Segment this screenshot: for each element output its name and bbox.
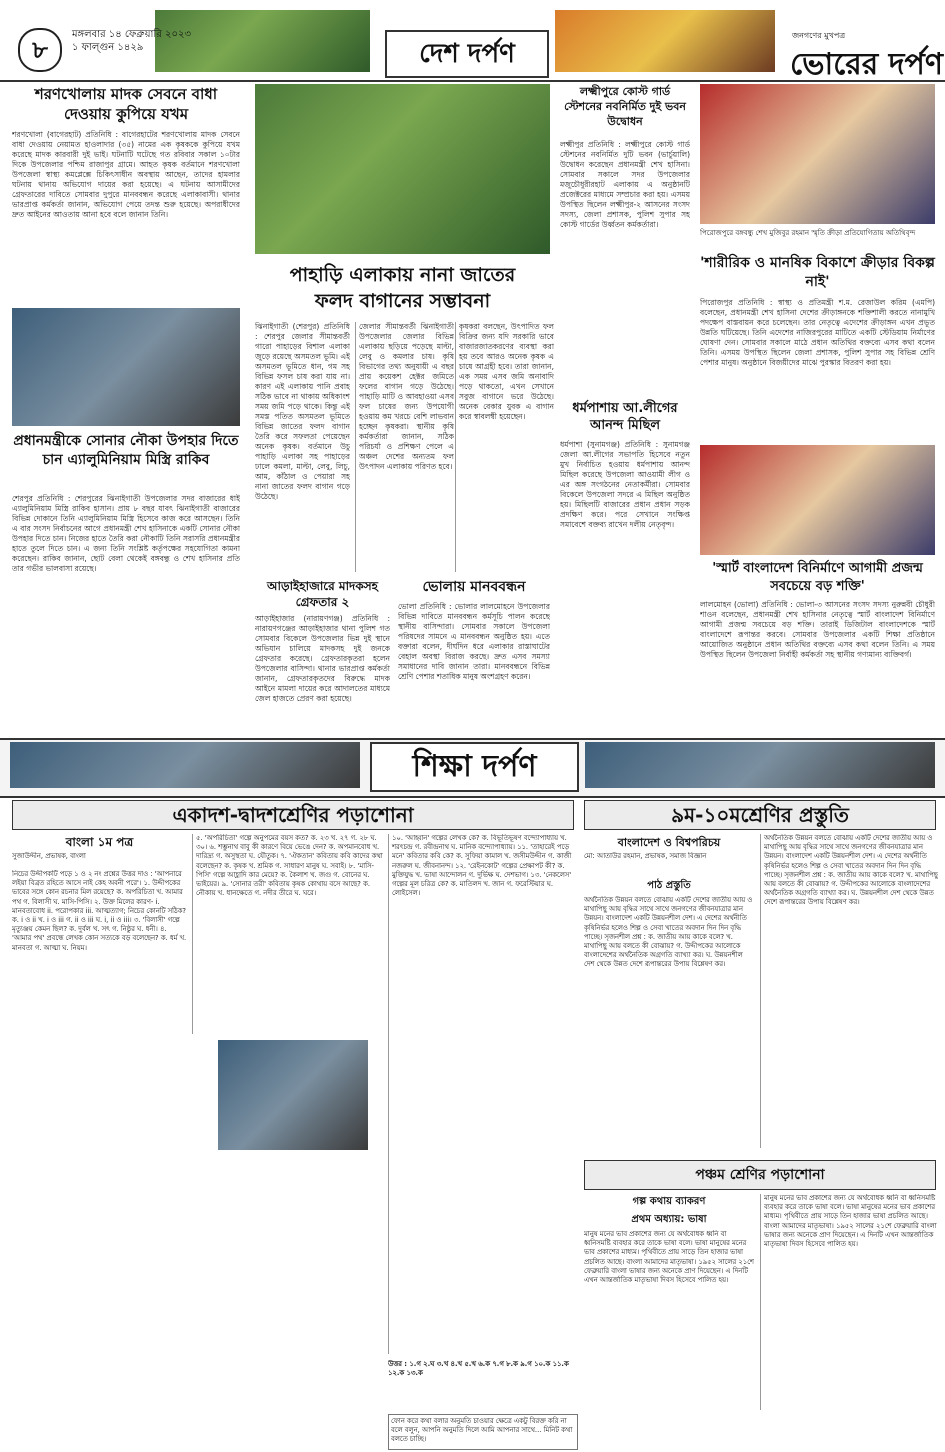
orange-farmer-photo [255, 84, 550, 254]
students-exam-photo [218, 1040, 368, 1150]
ssc-body-col2: অর্থনৈতিক উন্নয়ন বলতে বোঝায় একটি দেশের জাতীয় আয় ও মাথাপিছু আয় বৃদ্ধির সাথে সাথে জনগণের জীবনযাত্রার মান উন্নয়ন। বাংলাদেশ একটি উন্নয়নশীল দেশ। এ দেশের অর্থনীতি কৃষিনির্ভর হলেও শিল্প ও সেবা খাতের অবদান দিন দিন বৃদ্ধি পাচ্ছে। সৃজনশীল প্রশ্ন : ক. জাতীয় আয় কাকে বলে? খ. মাথাপিছু আয় বলতে কী বোঝায়? গ. উদ্দীপকের আলোকে বাংলাদেশের অর্থনৈতিক অগ্রগতি ব্যাখ্যা কর। ঘ. উন্নয়নশীল দেশ থেকে উন্নত দেশে রূপান্তরের উপায় বিশ্লেষণ কর। [760, 834, 938, 1148]
primary-body-col1: মানুষ মনের ভাব প্রকাশের জন্য যে অর্থবোধক ধ্বনি বা ধ্বনিসমষ্টি ব্যবহার করে তাকে ভাষা বলে। ভাষা মানুষের মনের ভাব প্রকাশের মাধ্যম। পৃথিবীতে প্রায় সাড়ে তিন হাজার ভাষা প্রচলিত আছে। বাংলা আমাদের মাতৃভাষা। ১৯৫২ সালের ২১শে ফেব্রুয়ারি বাংলা ভাষার জন্য অনেকে প্রাণ দিয়েছেন। এ দিনটি এখন আন্তর্জাতিক মাতৃভাষা দিবস হিসেবে পালিত হয়। [584, 1230, 754, 1285]
primary-subject: গল্প কথায় ব্যাকরণ [632, 1196, 706, 1207]
hsc-questions-col2: ৫. 'অপরিচিতা' গল্পে অনুপমের বয়স কত? ক. ২৩ খ. ২৭ গ. ২৮ ঘ. ৩০। ৬. শম্ভুনাথ বাবু কী কারণে বিয়ে ভেঙে দেন? ক. অপমানবোধ খ. দারিদ্র্য গ. অসুস্থতা ঘ. যৌতুক। ৭. 'ঐকতান' কবিতায় কবি কাদের কথা বলেছেন? ক. কৃষক খ. শ্রমিক গ. সাধারণ মানুষ ঘ. সবাই। ৮. 'মাসি-পিসি' গল্পে আহ্লাদি কার মেয়ে? ক. কৈলাশ খ. জগু গ. বোনের ঘ. ভাইয়ের। ৯. 'সোনার তরী' কবিতায় কৃষক কোথায় বসে আছে? ক. নৌকায় খ. ধানক্ষেতে গ. নদীর তীরে ঘ. ঘরে। [192, 834, 386, 1034]
article-body-shoronkhola: শরণখোলা (বাগেরহাট) প্রতিনিধি : বাগেরহাটের শরণখোলায় মাদক সেবনে বাধা দেওয়ায় নেয়ামত হাওলাদার (৩৫) নামের এক কৃষককে কুপিয়ে যখম করেছে মাদক কারবারী দুই ভাই। ঘটনাটি ঘটেছে গত রবিবার সকাল ১০টার দিকে উপজেলার পশ্চিম রাজাপুর গ্রামে। আহত কৃষক বর্তমানে শরণখোলা উপজেলা স্বাস্থ্য কমপ্লেক্সে চিকিৎসাধীন অবস্থায় আছেন, তাদের হামলার ঘটনায় থানায় অভিযোগ দায়ের করা হয়েছে। এ ঘটনায় আসামীদের গ্রেফতারের দাবিতে সোমবার দুপুরে মানববন্ধন করেছে এলাকাবাসী। থানার ভারপ্রাপ্ত কর্মকর্তা জানান, অভিযোগ পেয়ে তদন্ত শুরু হয়েছে। অপরাধীদের দ্রুত আইনের আওতায় আনা হবে বলে জানান তিনি। [12, 130, 240, 219]
article-title-pahari-line1: পাহাড়ি এলাকায় নানা জাতের [289, 264, 516, 286]
ssc-body-col1: অর্থনৈতিক উন্নয়ন বলতে বোঝায় একটি দেশের জাতীয় আয় ও মাথাপিছু আয় বৃদ্ধির সাথে সাথে জনগণের জীবনযাত্রার মান উন্নয়ন। বাংলাদেশ একটি উন্নয়নশীল দেশ। এ দেশের অর্থনীতি কৃষিনির্ভর হলেও শিল্প ও সেবা খাতের অবদান দিন দিন বৃদ্ধি পাচ্ছে। সৃজনশীল প্রশ্ন : ক. জাতীয় আয় কাকে বলে? খ. মাথাপিছু আয় বলতে কী বোঝায়? গ. উদ্দীপকের আলোকে বাংলাদেশের অর্থনৈতিক অগ্রগতি ব্যাখ্যা কর। ঘ. উন্নয়নশীল দেশ থেকে উন্নত দেশে রূপান্তরের উপায় বিশ্লেষণ কর। [584, 896, 753, 969]
article-body-nouka: শেরপুর প্রতিনিধি : শেরপুরের ঝিনাইগাতী উপজেলার সদর বাজারের ধাই এ্যালুমিনিয়াম মিস্ত্রি রাকিব হাসান। প্রায় ৮ বছর যাবৎ ঝিনাইগাতী বাজারের বিভিন্ন দোকানে তিনি এ্যালুমিনিয়াম মিস্ত্রি হিসেবে কাজ করে আসছেন। তিনি এ বার সংসদ নির্বাচনের আগে প্রধানমন্ত্রী শেখ হাসিনাকে একটি সোনার নৌকা উপহার দিতে চান। নিজের হাতে তৈরি করা নৌকাটি তিনি সরাসরি প্রধানমন্ত্রীর হাতে তুলে দিতে চান। এ জন্য তিনি সংশ্লিষ্ট কর্তৃপক্ষের সহযোগিতা কামনা করেছেন। রাকিব জানান, ছোট বেলা থেকেই বঙ্গবন্ধু ও শেখ হাসিনার প্রতি তার গভীর ভালবাসা রয়েছে। [12, 494, 240, 573]
article-body-coastguard: লক্ষ্মীপুর প্রতিনিধি : লক্ষ্মীপুরে কোস্ট গার্ড স্টেশনের নবনির্মিত দুটি ভবন (ভার্চুয়ালি) উদ্বোধন করেছেন প্রধানমন্ত্রী শেখ হাসিনা। সোমবার সকালে সদর উপজেলার মজুচৌধুরীরহাট এলাকায় এ অনুষ্ঠানটি প্রজেক্টরের মাধ্যমে সম্প্রচার করা হয়। এসময় উপস্থিত ছিলেন লক্ষ্মীপুর-২ আসনের সংসদ সদস্য, জেলা প্রশাসক, পুলিশ সুপার সহ কোস্ট গার্ডের উর্ধ্বতন কর্মকর্তারা। [560, 140, 690, 229]
hsc-answer-key: উত্তর : ১.গ ২.ঘ ৩.খ ৪.খ ৫.খ ৬.ক ৭.গ ৮.ক ৯.গ ১০.ক ১১.ক ১২.ক ১৩.ক [388, 1360, 569, 1378]
ssc-section-heading: ৯ম-১০মশ্রেণির প্রস্তুতি [584, 800, 936, 830]
article-body-bhola: ভোলা প্রতিনিধি : ভোলার লালমোহনে উপজেলার বিভিন্ন দাবিতে মানববন্ধন কর্মসূচি পালন করেছে স্থানীয় বাসিন্দারা। সোমবার সকালে উপজেলা পরিষদের সামনে এ মানববন্ধন অনুষ্ঠিত হয়। এতে বক্তারা বলেন, দীর্ঘদিন ধরে এলাকার রাস্তাঘাটের বেহাল অবস্থা বিরাজ করছে। দ্রুত এসব সমস্যা সমাধানের দাবি জানান তারা। মানববন্ধনে বিভিন্ন শ্রেণি পেশার শতাধিক মানুষ অংশগ্রহণ করেন। [398, 602, 550, 681]
article-body-pahari-col1: ঝিনাইগাতী (শেরপুর) প্রতিনিধি : শেরপুর জেলার সীমান্তবর্তী গারো পাহাড়ের বিশাল এলাকা জুড়ে রয়েছে অসমতল ভূমি। এই অসমতল ভূমিতে ধান, গম সহ বিভিন্ন ফসল চাষ করা যায় না। কারণ এই এলাকায় পানি প্রবাহ সঠিক ভাবে না থাকায় অধিকাংশ সময় জমি পড়ে থাকে। কিন্তু এই সমস্ত পতিত অসমতল ভূমিতে বিভিন্ন জাতের ফলদ বাগান তৈরি করে সফলতা পেয়েছেন অনেক কৃষক। বর্তমানে উচু পাহাড়ি এলাকা সহ পাহাড়ের ঢালে কমলা, মাল্টা, লেবু, লিচু, আম, কাঁঠাল ও পেয়ারা সহ নানা জাতের ফলদ বাগান গড়ে উঠেছে। [255, 322, 350, 501]
primary-section-heading: পঞ্চম শ্রেণির পড়াশোনা [584, 1160, 936, 1190]
article-title-smart: 'স্মার্ট বাংলাদেশ বিনির্মাণে আগামী প্রজন্ম সবচেয়ে বড় শক্তি' [712, 561, 923, 594]
article-body-krira: পিরোজপুর প্রতিনিধি : স্বাস্থ্য ও প্রতিমন্ত্রী শ.ম. রেজাউল করিম (এমপি) বলেছেন, প্রধানমন্ত্রী শেখ হাসিনা দেশের ক্রীড়াঙ্গনকে শক্তিশালী করতে নানামুখি পদক্ষেপ বাস্তবায়ন করে চলেছেন। তার নেতৃত্বে এদেশের ক্রীড়াঙ্গন এখন প্রভূত উন্নতি ঘটিয়েছে। তিনি এদেশের নাজিরপুরের মাটিতে একটি স্টেডিয়াম নির্মাণের ঘোষণা দেন। সোমবার সকালে মাঠে প্রধান অতিথির বক্তব্যে এসব কথা বলেন তিনি। এসময় উপস্থিত ছিলেন জেলা প্রশাসক, পুলিশ সুপার সহ বিভিন্ন শ্রেণি পেশার মানুষ। অনুষ্ঠানে বিজয়ীদের মাঝে পুরস্কার বিতরণ করা হয়। [700, 298, 935, 367]
article-title-araihazar-line2: গ্রেফতার ২ [295, 595, 350, 609]
hsc-section-heading: একাদশ-দ্বাদশশ্রেণির পড়াশোনা [12, 800, 574, 830]
sports-photo-caption: পিরোজপুরে বঙ্গবন্ধু শেখ মুজিবুর রহমান স্মৃতি ক্রীড়া প্রতিযোগিতায় অতিথিবৃন্দ [700, 229, 916, 237]
article-title-pahari [255, 262, 550, 314]
article-title-bhola: ভোলায় মানববন্ধন [422, 579, 526, 595]
hsc-teacher: সুজাউদ্দীন, প্রভাষক, বাংলা [12, 852, 86, 860]
article-title-coastguard: লক্ষ্মীপুরে কোস্ট গার্ড স্টেশনের নবনির্মিত দুই ভবন উদ্বোধন [564, 85, 686, 128]
hsc-questions-col3: ১০. 'আহ্বান' গল্পের লেখক কে? ক. বিভূতিভূষণ বন্দ্যোপাধ্যায় খ. শরৎচন্দ্র গ. রবীন্দ্রনাথ ঘ. মানিক বন্দ্যোপাধ্যায়। ১১. 'তাহারেই পড়ে মনে' কবিতার কবি কে? ক. সুফিয়া কামাল খ. জসীমউদ্দীন গ. কাজী নজরুল ঘ. জীবনানন্দ। ১২. 'রেইনকোট' গল্পের প্রেক্ষাপট কী? ক. মুক্তিযুদ্ধ খ. ভাষা আন্দোলন গ. দুর্ভিক্ষ ঘ. দেশভাগ। ১৩. 'নেকলেস' গল্পের মূল চরিত্র কে? ক. মাতিলদ খ. জান গ. ফরেস্টিয়ার ঘ. লোইসেল। [388, 834, 576, 1354]
brand-logo: ভোরের দর্পণ [790, 47, 943, 82]
article-title-araihazar-line1: আড়াইহাজারে মাদকসহ [267, 579, 378, 593]
ssc-lesson-title: পাঠ প্রস্তুতি [647, 880, 691, 891]
ssc-subject: বাংলাদেশ ও বিশ্বপরিচয় [617, 836, 721, 849]
primary-lesson-title: প্রথম অধ্যায়: ভাষা [631, 1214, 707, 1225]
article-title-krira: 'শারীরিক ও মানষিক বিকাশে ক্রীড়ার বিকল্প নাই' [700, 255, 935, 290]
article-title-nouka: প্রধানমন্ত্রীকে সোনার নৌকা উপহার দিতে চান এ্যালুমিনিয়াম মিস্ত্রি রাকিব [13, 433, 239, 468]
brand-tagline: জনগণের মুখপত্র [792, 31, 846, 40]
article-body-smart: লালমোহন (ভোলা) প্রতিনিধি : ভোলা-৩ আসনের সংসদ সদস্য নুরুন্নবী চৌধুরী শাওন বলেছেন, প্রধানমন্ত্রী শেখ হাসিনার নেতৃত্বে স্মার্ট বাংলাদেশ বিনির্মাণে আগামী প্রজন্ম সবচেয়ে বড় শক্তি। তারাই ডিজিটাল বাংলাদেশকে স্মার্ট বাংলাদেশে রূপান্তর করবে। সোমবার উপজেলার একটি শিক্ষা প্রতিষ্ঠানে আয়োজিত অনুষ্ঠানে প্রধান অতিথির বক্তব্যে এসব কথা বলেন তিনি। এ সময় উপস্থিত ছিলেন উপজেলা নির্বাহী কর্মকর্তা সহ স্থানীয় গণ্যমান্য ব্যক্তিবর্গ। [700, 600, 935, 659]
header-field-photo [555, 10, 775, 72]
article-body-araihazar: আড়াইহাজার (নারায়ণগঞ্জ) প্রতিনিধি : নারায়ণগঞ্জের আড়াইহাজার থানা পুলিশ গত সোমবার বিকেলে উপজেলার ভিন্ন দুই স্থানে অভিযান চালিয়ে মাদকসহ দুই জনকে গ্রেফতার করেছে। গ্রেফতারকৃতরা হলেন উপজেলার বাসিন্দা। থানার ভারপ্রাপ্ত কর্মকর্তা জানান, গ্রেফতারকৃতদের বিরুদ্ধে মাদক আইনে মামলা দায়ের করে আদালতের মাধ্যমে জেল হাজতে প্রেরণ করা হয়েছে। [255, 614, 390, 703]
rakib-boat-photo [12, 308, 240, 426]
article-title-pahari-line2: ফলদ বাগানের সম্ভাবনা [314, 290, 491, 312]
article-body-dharmapasha: ধর্মপাশা (সুনামগঞ্জ) প্রতিনিধি : সুনামগঞ্জ জেলা আ.লীগের সভাপতি হিসেবে নতুন মুখ নির্বাচিত হওয়ায় ধর্মপাশায় আনন্দ মিছিল করেছে উপজেলা আওয়ামী লীগ ও এর অঙ্গ সংগঠনের নেতাকর্মীরা। সোমবার বিকেলে উপজেলা সদরে এ মিছিল অনুষ্ঠিত হয়। মিছিলটি বাজারের প্রধান প্রধান সড়ক প্রদক্ষিণ করে। পরে সেখানে সংক্ষিপ্ত সমাবেশে বক্তব্য রাখেন দলীয় নেতৃবৃন্দ। [560, 440, 690, 529]
section-title: দেশ দর্পণ [385, 30, 549, 78]
banner-students-photo-left [10, 742, 360, 788]
sports-event-photo [700, 84, 935, 224]
date-bangla: ১ ফাল্গুন ১৪২৯ [72, 42, 144, 53]
date-gregorian: মঙ্গলবার ১৪ ফেব্রুয়ারি ২০২৩ [72, 29, 191, 40]
article-title-shoronkhola: শরণখোলায় মাদক সেবনে বাধা দেওয়ায় কুপিয়ে যখম [34, 85, 218, 123]
article-title-araihazar [255, 578, 390, 610]
banner-students-photo-right [585, 742, 935, 788]
smart-bangladesh-photo [700, 445, 935, 555]
primary-body-col2: মানুষ মনের ভাব প্রকাশের জন্য যে অর্থবোধক ধ্বনি বা ধ্বনিসমষ্টি ব্যবহার করে তাকে ভাষা বলে। ভাষা মানুষের মনের ভাব প্রকাশের মাধ্যম। পৃথিবীতে প্রায় সাড়ে তিন হাজার ভাষা প্রচলিত আছে। বাংলা আমাদের মাতৃভাষা। ১৯৫২ সালের ২১শে ফেব্রুয়ারি বাংলা ভাষার জন্য অনেকে প্রাণ দিয়েছেন। এ দিনটি এখন আন্তর্জাতিক মাতৃভাষা দিবস হিসেবে পালিত হয়। [760, 1194, 938, 1410]
ssc-teacher: মো: আতাউর রহমান, প্রভাষক, সমাজ বিজ্ঞান [584, 852, 707, 860]
footer-note: ফোন করে কথা বলার অনুমতি চাওয়ার ক্ষেত্রে একটু বিরক্ত করি না বলে বলুন, আপনি অনুমতি দিলে আমি আপনার সাথে... মিনিট কথা বলতে চাচ্ছি। [388, 1414, 578, 1450]
education-banner-title: শিক্ষা দর্পণ [370, 742, 579, 792]
hsc-subject: বাংলা ১ম পত্র [65, 835, 134, 849]
page-number: ৮ [18, 28, 62, 72]
date-line [72, 28, 191, 54]
article-body-pahari-col3: কৃষকরা বলছেন, উৎপাদিত ফল বিক্রির জন্য যদি সরকারি ভাবে বাজারজাতকরণের ব্যবস্থা করা হয় তবে আরও অনেক কৃষক এ চাষে আগ্রহী হবে। তারা জানান, এক সময় এসব জমি অনাবাদি পড়ে থাকতো, এখন সেখানে সবুজ বাগানে ভরে উঠেছে। অনেক বেকার যুবক এ বাগান করে স্বাবলম্বী হয়েছেন। [455, 322, 554, 572]
article-body-pahari-col2: জেলার সীমান্তবর্তী ঝিনাইগাতী উপজেলার জেলার বিভিন্ন এলাকায় ছড়িয়ে পড়েছে মাল্টা, লেবু ও কমলার চাষ। কৃষি বিভাগের তথ্য অনুযায়ী এ বছর প্রায় কয়েকশ হেক্টর জমিতে ফলের বাগান গড়ে উঠেছে। পাহাড়ি মাটি ও আবহাওয়া এসব ফল চাষের জন্য উপযোগী হওয়ায় কম খরচে বেশি লাভবান হচ্ছেন কৃষকরা। স্থানীয় কৃষি কর্মকর্তারা জানান, সঠিক পরিচর্যা ও প্রশিক্ষণ পেলে এ অঞ্চল দেশের অন্যতম ফল উৎপাদন এলাকায় পরিণত হবে। [355, 322, 454, 572]
article-title-dharmapasha: ধর্মপাশায় আ.লীগের আনন্দ মিছিল [572, 401, 678, 433]
hsc-questions-col1: নিচের উদ্দীপকটি পড়ে ১ ও ২ নং প্রশ্নের উত্তর দাও : 'আপনারে লইয়া বিব্রত রহিতে আসে নাই কেহ অবনী পরে'। ১. উদ্দীপকের ভাবের সঙ্গে কোন রচনার মিল রয়েছে? ক. অপরিচিতা খ. আমার পথ গ. বিলাসী ঘ. মাসি-পিসি। ২. উক্ত মিলের কারণ- i. মানবতাবোধ ii. পরোপকার iii. আত্মত্যাগ; নিচের কোনটি সঠিক? ক. i ও ii খ. i ও iii গ. ii ও iii ঘ. i, ii ও iii। ৩. 'বিলাসী' গল্পে মৃত্যুঞ্জয় কেমন ছিল? ক. দুর্বল খ. সৎ গ. নিষ্ঠুর ঘ. ধনী। ৪. 'আমার পথ' প্রবন্ধে লেখক কোন সত্যকে বড় বলেছেন? ক. ধর্ম খ. মানবতা গ. আত্মা ঘ. নিয়ম। [12, 870, 187, 952]
